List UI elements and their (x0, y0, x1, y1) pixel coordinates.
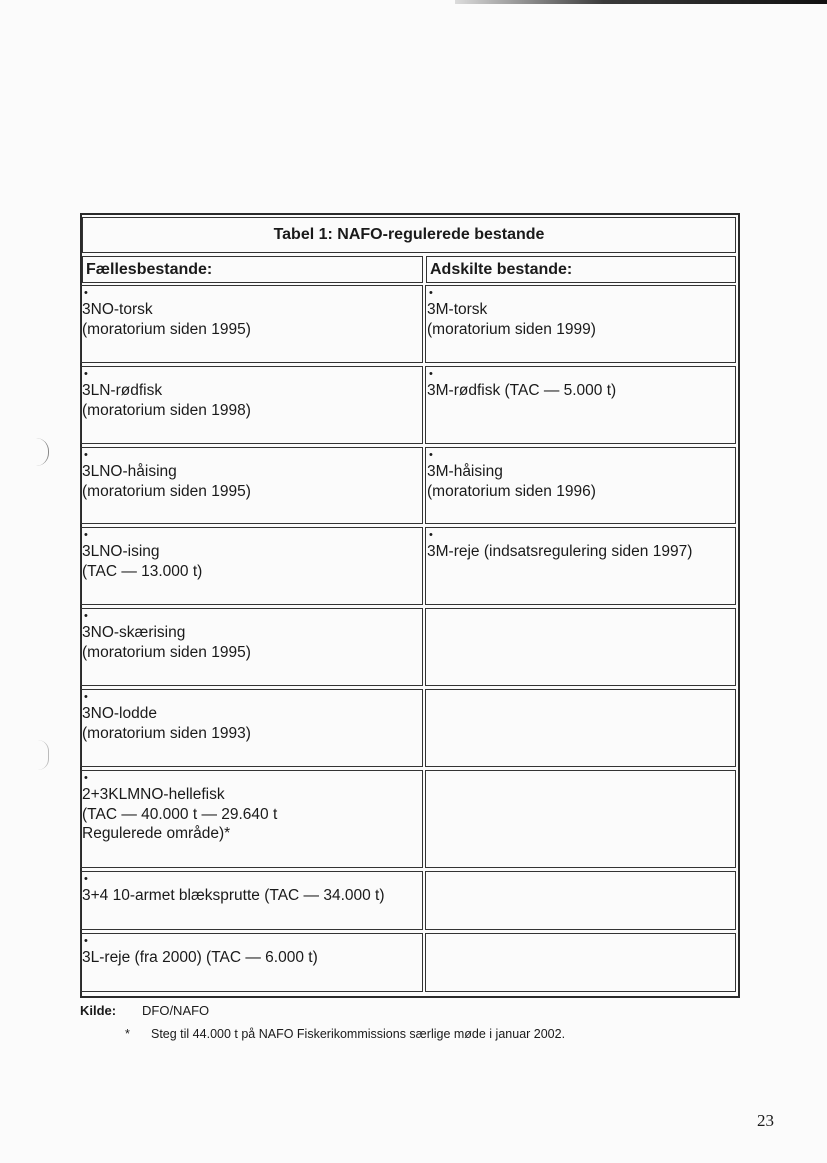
table-cell-right (425, 871, 736, 930)
bullet-marker: • (429, 287, 433, 299)
table-cell-left (80, 689, 423, 767)
table-cell-left (80, 447, 423, 524)
cell-text-line: (TAC — 40.000 t — 29.640 t (82, 805, 278, 823)
table-cell-right (425, 527, 736, 605)
bullet-marker: • (84, 529, 88, 541)
table-cell-left (80, 608, 423, 686)
table-cell-left (80, 871, 423, 930)
bullet-marker: • (84, 691, 88, 703)
bullet-marker: • (84, 449, 88, 461)
cell-text-line: 3L-reje (fra 2000) (TAC — 6.000 t) (82, 949, 318, 966)
table-cell-left (80, 933, 423, 992)
cell-text-line: (moratorium siden 1999) (427, 320, 596, 338)
table-cell-left (80, 527, 423, 605)
cell-text-line: 3NO-lodde (82, 705, 157, 722)
cell-text-line: (moratorium siden 1995) (82, 643, 251, 661)
cell-text-line: (moratorium siden 1995) (82, 320, 251, 338)
cell-text-line: (moratorium siden 1993) (82, 724, 251, 742)
cell-text-line: 3M-torsk (427, 301, 488, 318)
scan-margin-mark (36, 438, 49, 466)
cell-text-line: 3LN-rødfisk (82, 382, 163, 399)
source-label: Kilde: (80, 1003, 117, 1018)
column-header-separate-stocks: Adskilte bestande: (426, 256, 736, 283)
bullet-marker: • (429, 449, 433, 461)
cell-text-line: (moratorium siden 1996) (427, 482, 596, 500)
cell-text-line: (moratorium siden 1998) (82, 401, 251, 419)
scan-margin-mark (38, 740, 49, 770)
page-number: 23 (757, 1111, 774, 1130)
table-cell-right (425, 933, 736, 992)
cell-text-line: (moratorium siden 1995) (82, 482, 251, 500)
source-value: DFO/NAFO (142, 1003, 210, 1018)
cell-text-line: Regulerede område)* (82, 825, 231, 842)
table-cell-left (80, 366, 423, 444)
bullet-marker: • (84, 935, 88, 947)
bullet-marker: • (84, 610, 88, 622)
footnote-marker: * (125, 1027, 130, 1041)
table-cell-right (425, 366, 736, 444)
column-header-shared-stocks: Fællesbestande: (82, 256, 423, 283)
cell-text-line: 3NO-skærising (82, 624, 186, 641)
bullet-marker: • (84, 873, 88, 885)
cell-text-line: 3LNO-ising (82, 543, 160, 560)
table-cell-right (425, 770, 736, 868)
cell-text-line: 2+3KLMNO-hellefisk (82, 786, 225, 803)
bullet-marker: • (84, 772, 88, 784)
bullet-marker: • (84, 368, 88, 380)
cell-text-line: 3LNO-håising (82, 463, 177, 480)
cell-text-line: (TAC — 13.000 t) (82, 562, 203, 580)
bullet-marker: • (429, 368, 433, 380)
cell-text-line: 3M-reje (indsatsregulering siden 1997) (427, 543, 693, 560)
table-title: Tabel 1: NAFO-regulerede bestande (82, 217, 736, 253)
cell-text-line: 3+4 10-armet blæksprutte (TAC — 34.000 t) (82, 887, 385, 904)
cell-text-line: 3M-rødfisk (TAC — 5.000 t) (427, 382, 617, 399)
footnote (125, 1027, 565, 1041)
table-cell-left (80, 770, 423, 868)
bullet-marker: • (429, 529, 433, 541)
table-cell-right (425, 447, 736, 524)
scan-top-rule (455, 0, 827, 4)
table-cell-right (425, 689, 736, 767)
table-cell-right (425, 608, 736, 686)
cell-text-line: 3M-håising (427, 463, 503, 480)
cell-text-line: 3NO-torsk (82, 301, 153, 318)
table-cell-left (80, 285, 423, 363)
table-cell-right (425, 285, 736, 363)
source-line (80, 1003, 209, 1018)
footnote-text: Steg til 44.000 t på NAFO Fiskerikommissions særlige møde i januar 2002. (151, 1027, 566, 1041)
bullet-marker: • (84, 287, 88, 299)
